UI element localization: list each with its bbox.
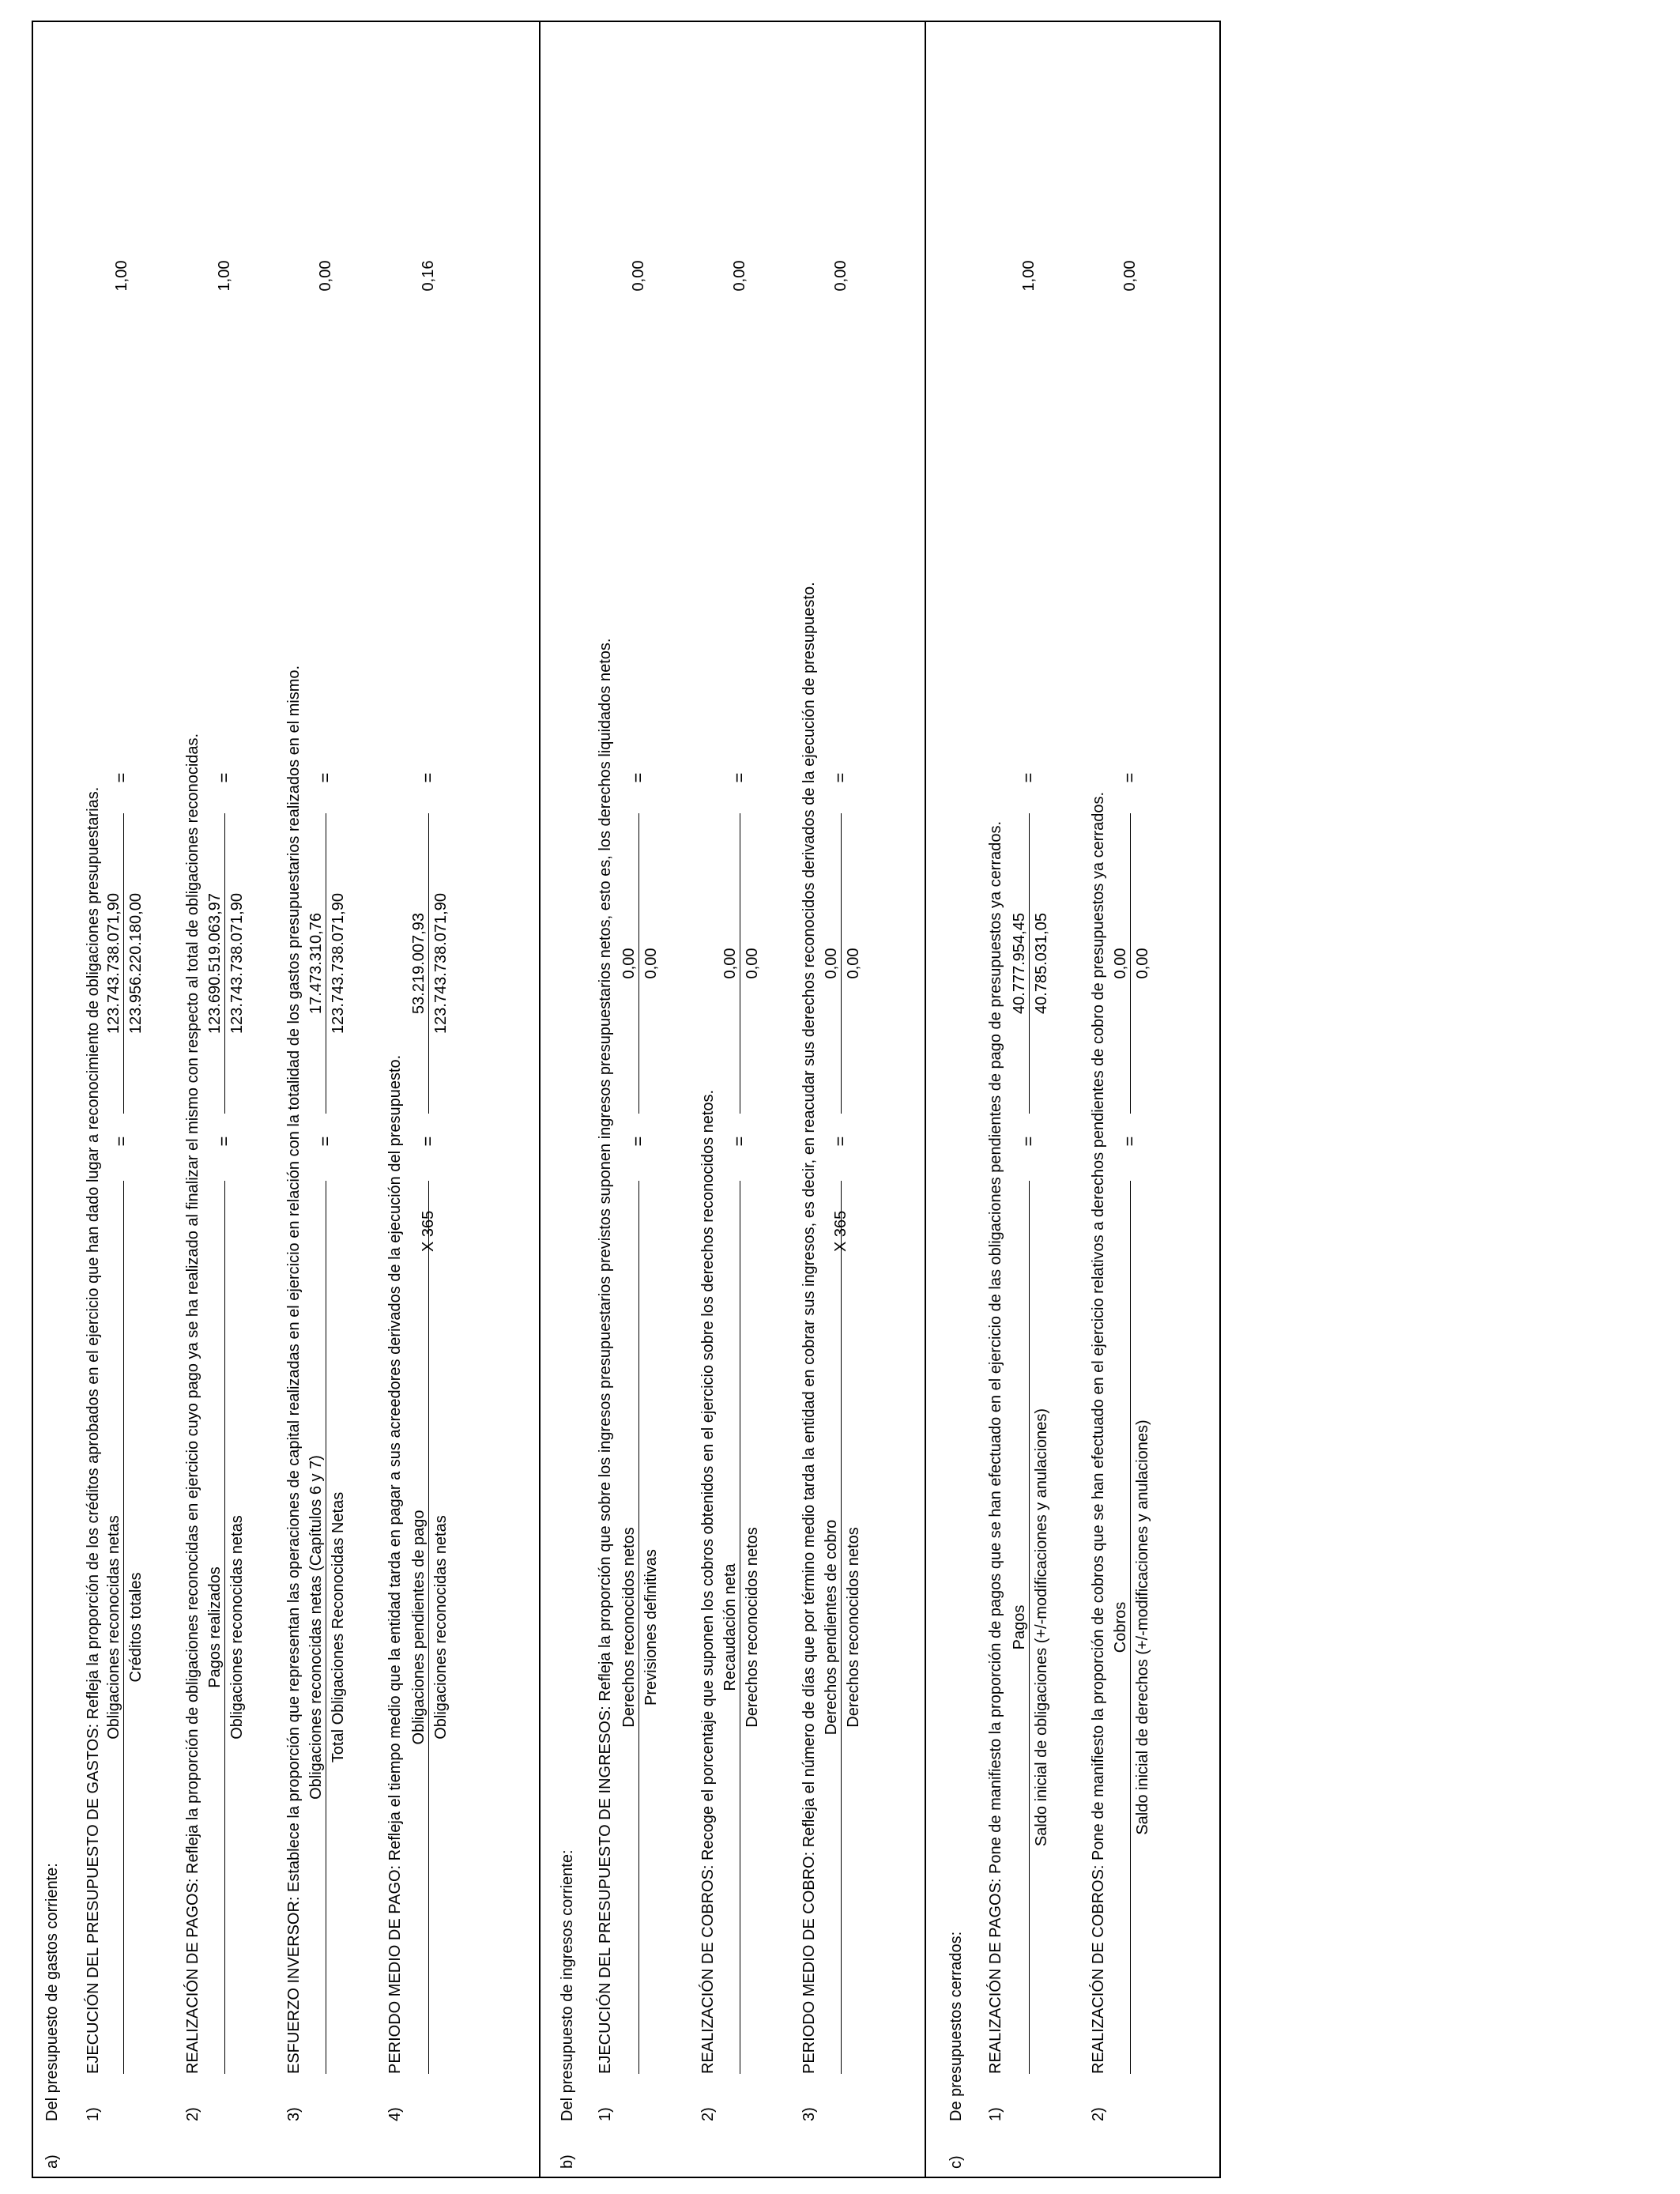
ratio-result: 1,00 [1020, 260, 1038, 292]
item-number: 1) [85, 2107, 102, 2121]
item-title: ESFUERZO INVERSOR: Establece la proporción que representan las operaciones de capital realizadas en el ejercicio en relación con la totalidad de los gastos presupuestarios realizados en el mismo. [285, 665, 303, 2074]
fraction-line [841, 1181, 842, 2074]
item-title: REALIZACIÓN DE PAGOS: Refleja la proporción de obligaciones reconocidas en ejercicio cuyo pago ya se ha realizado al finalizar el mismo con respecto al total de obligaciones reconocidas. [184, 733, 202, 2074]
numerator-label: Pagos [1011, 1604, 1028, 1650]
numerator-value: 0,00 [721, 948, 739, 979]
ratio-result: 0,16 [420, 260, 437, 292]
fraction-line [1029, 1181, 1030, 2074]
equals-sign: = [729, 1136, 749, 1147]
ratio-result: 0,00 [731, 260, 748, 292]
numerator-value: 123.690.519.063,97 [206, 893, 224, 1034]
item-number: 2) [1090, 2107, 1107, 2121]
denominator-label: Total Obligaciones Reconocidas Netas [330, 1491, 347, 1763]
equals-sign: = [1120, 772, 1139, 783]
numerator-label: Obligaciones reconocidas netas [105, 1515, 122, 1740]
item-number: 2) [184, 2107, 202, 2121]
denominator-label: Saldo inicial de obligaciones (+/-modificaciones y anulaciones) [1033, 1408, 1050, 1847]
value-line [1130, 813, 1131, 1114]
section-divider [925, 22, 926, 2177]
denominator-label: Obligaciones reconocidas netas [228, 1515, 246, 1740]
section-letter: b) [559, 2154, 576, 2169]
section-heading: Del presupuesto de ingresos corriente: [559, 1849, 576, 2121]
value-line [428, 813, 429, 1114]
fraction-line [638, 1181, 639, 2074]
fraction-line [123, 1181, 124, 2074]
equals-sign: = [1019, 1136, 1038, 1147]
item-title: REALIZACIÓN DE COBROS: Pone de manifiesto la proporción de cobros que se han efectuado en el ejercicio relativos a derechos pendientes de cobro de presupuestos ya cerrados. [1090, 791, 1107, 2074]
denominator-label: Obligaciones reconocidas netas [432, 1515, 450, 1740]
numerator-value: 53.219.007,93 [410, 913, 428, 1014]
equals-sign: = [628, 1136, 648, 1147]
numerator-value: 123.743.738.071,90 [105, 893, 122, 1034]
item-title: REALIZACIÓN DE COBROS: Recoge el porcentaje que suponen los cobros obtenidos en el ejercicio sobre los derechos reconocidos netos. [699, 1089, 717, 2074]
value-line [638, 813, 639, 1114]
equals-sign: = [315, 772, 335, 783]
equals-sign: = [214, 772, 234, 783]
value-line [1029, 813, 1030, 1114]
item-number: 2) [699, 2107, 717, 2121]
item-title: EJECUCIÓN DEL PRESUPUESTO DE INGRESOS: Refleja la proporción que sobre los ingresos presupuestarios previstos suponen ingresos presupuestarios netos, esto es, los derechos liquidados netos. [597, 638, 614, 2074]
equals-sign: = [831, 772, 850, 783]
denominator-value: 0,00 [642, 948, 660, 979]
numerator-value: 0,00 [823, 948, 840, 979]
equals-sign: = [111, 1136, 131, 1147]
denominator-label: Saldo inicial de derechos (+/-modificaciones y anulaciones) [1134, 1419, 1151, 1835]
numerator-label: Obligaciones pendientes de pago [410, 1510, 428, 1745]
ratio-result: 0,00 [630, 260, 647, 292]
numerator-label: Pagos realizados [206, 1566, 224, 1688]
numerator-value: 0,00 [1112, 948, 1129, 979]
numerator-label: Cobros [1112, 1601, 1129, 1653]
multiplier: X 365 [832, 1210, 849, 1252]
denominator-label: Derechos reconocidos netos [744, 1527, 761, 1728]
item-number: 1) [597, 2107, 614, 2121]
numerator-label: Derechos pendientes de cobro [823, 1519, 840, 1736]
denominator-value: 123.743.738.071,90 [432, 893, 450, 1034]
item-title: PERIODO MEDIO DE COBRO: Refleja el número de días que por término medio tarda la entidad en cobrar sus ingresos, es decir, en reacudar sus derechos reconocidos derivados de la ejecución de presupuesto. [800, 582, 818, 2074]
equals-sign: = [418, 772, 438, 783]
item-number: 3) [800, 2107, 818, 2121]
equals-sign: = [111, 772, 131, 783]
equals-sign: = [1120, 1136, 1139, 1147]
equals-sign: = [831, 1136, 850, 1147]
fraction-line [1130, 1181, 1131, 2074]
item-title: REALIZACIÓN DE PAGOS: Pone de manifiesto la proporción de pagos que se han efectuado en el ejercicio de las obligaciones pendientes de pago de presupuestos ya cerrados. [987, 820, 1004, 2074]
value-line [224, 813, 225, 1114]
section-heading: Del presupuesto de gastos corriente: [43, 1863, 61, 2121]
denominator-value: 123.743.738.071,90 [228, 893, 246, 1034]
item-number: 4) [386, 2107, 404, 2121]
denominator-value: 0,00 [845, 948, 862, 979]
section-heading: De presupuestos cerrados: [947, 1931, 965, 2121]
denominator-value: 0,00 [1134, 948, 1151, 979]
ratio-result: 1,00 [113, 260, 130, 292]
fraction-line [428, 1181, 429, 2074]
numerator-value: 17.473.310,76 [307, 913, 325, 1014]
section-letter: c) [947, 2155, 965, 2169]
indicators-table [32, 21, 1221, 2178]
item-number: 3) [285, 2107, 303, 2121]
item-title: EJECUCIÓN DEL PRESUPUESTO DE GASTOS: Refleja la proporción de los créditos aprobados en el ejercicio que han dado lugar a reconocimiento de obligaciones presupuestarias. [85, 786, 102, 2074]
ratio-result: 0,00 [317, 260, 334, 292]
denominator-label: Derechos reconocidos netos [845, 1527, 862, 1728]
denominator-value: 123.743.738.071,90 [330, 893, 347, 1034]
ratio-result: 0,00 [1121, 260, 1139, 292]
fraction-line [224, 1181, 225, 2074]
ratio-result: 0,00 [832, 260, 849, 292]
section-divider [539, 22, 541, 2177]
numerator-value: 40.777.954,45 [1011, 913, 1028, 1014]
equals-sign: = [628, 772, 648, 783]
numerator-label: Recaudación neta [721, 1563, 739, 1691]
value-line [123, 813, 124, 1114]
ratio-result: 1,00 [216, 260, 233, 292]
item-title: PERIODO MEDIO DE PAGO: Refleja el tiempo medio que la entidad tarda en pagar a sus acreedores derivados de la ejecución del presupuesto. [386, 1054, 404, 2074]
numerator-label: Obligaciones reconocidas netas (Capítulos 6 y 7) [307, 1455, 325, 1800]
denominator-label: Créditos totales [127, 1572, 145, 1683]
denominator-label: Previsiones definitivas [642, 1549, 660, 1706]
section-letter: a) [43, 2154, 61, 2169]
numerator-label: Derechos reconocidos netos [620, 1527, 638, 1728]
value-line [841, 813, 842, 1114]
denominator-value: 123.956.220.180,00 [127, 893, 145, 1034]
equals-sign: = [729, 772, 749, 783]
denominator-value: 0,00 [744, 948, 761, 979]
item-number: 1) [987, 2107, 1004, 2121]
numerator-value: 0,00 [620, 948, 638, 979]
equals-sign: = [214, 1136, 234, 1147]
denominator-value: 40.785.031,05 [1033, 913, 1050, 1014]
multiplier: X 365 [420, 1210, 437, 1252]
equals-sign: = [315, 1136, 335, 1147]
equals-sign: = [418, 1136, 438, 1147]
equals-sign: = [1019, 772, 1038, 783]
